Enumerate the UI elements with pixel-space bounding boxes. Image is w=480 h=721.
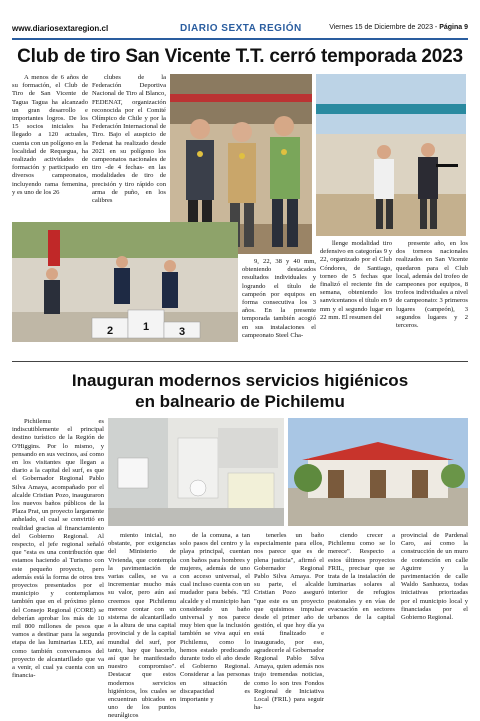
article2-col4: tenerles un baño especialmente para ellos, nos parece que es de plena justicia", afirmó el Gobernador Regional Pablo Silva Amaya. Por su parte, el alcalde Cristian Pozo aseguró "que este es un proyecto que quisimos impulsar desde el primer año de gestión, el que hoy día ya está finalizado e inaugurado, por eso, agradecerle al Gobernador Regional Pablo Silva Amaya, quien además nos trajo tremendas noticias, como lo son tres Fondos Regional de Iniciativa Local (FRIL) para seguir ha- [254, 532, 324, 712]
article2-title-line2: en balneario de Pichilemu [135, 392, 345, 411]
header-url: www.diariosextaregion.cl [12, 24, 109, 33]
article1-col2: clubes de la Federación Deportiva Nacional de Tiro al Blanco, FEDENAT, organización reconocida por el Comité Olímpico de Chile y por la Federación Internacional de Tiro. Bajo el auspicio de Fedenat ha realizado desde 2021 en su polígono los campeonatos nacionales de tiro -de 4 fechas- en las modalidades de tiro de precisión y tiro rápido con arma de puño, en los calibres [92, 74, 166, 205]
section-divider [12, 361, 468, 362]
article2-col5: ciendo crecer a Pichilemu como se lo merece". Respecto a estos últimos proyectos FRIL, precisar que se trata de la instalación de luminarias solares al interior de refugios peatonales y en vías de evacuación en sectores urbanos de la capital provincial de Pardenal Caro, así como la construcción de un muro de contención en calle Aguirre y la pavimentación de calle Waldo Sanhueza, todas iniciativas priorizadas por el municipio local y financiadas por el Gobierno Regional. [328, 532, 468, 622]
article1-col1: A menos de 6 años de su formación, el Club de Tiro de San Vicente de Tagua Tagua ha alcanzado un gran desarrollo e importantes logros. De los 15 socios iniciales ha llegado a 120 actuales, cuenta con un polígono en la localidad de Requegua, ha realizado actividades de formación y participado en diversos campeonatos, incluyendo rama femenina, y es uno de los 26 [12, 74, 88, 196]
podium-label-1: 1 [142, 321, 150, 333]
article1-title: Club de tiro San Vicente T.T. cerró temporada 2023 [17, 46, 463, 67]
article2-col2: miento inicial, no obstante, por exigencias del Ministerio de Vivienda, que contempla la pavimentación de varias calles, se va a incrementar mucho más su valor, pero aún así creemos que Pichilemu merece contar con un sistema de alcantarillado a la altura de una capital provincial y de la capital mundial del surf, por tanto, hay que hacerlo, así que he manifestado nuestro compromiso". Destacar que estos modernos servicios higiénicos, los cuales se encuentran ubicados en uno de los puntos neurálgicos [108, 532, 176, 720]
podium-photo [12, 222, 238, 342]
shooting-range-photo [316, 74, 466, 236]
header-paper-name: DIARIO SEXTA REGIÓN [180, 23, 302, 34]
header-page-label: Página 9 [439, 24, 468, 31]
article2-title [12, 370, 468, 412]
podium-label-2: 2 [106, 325, 114, 337]
article2-col1: Pichilemu es indiscutiblemente el principal destino turístico de la Región de O'Higgins. Por lo mismo, y pensando en sus vecinos, así como en los visitantes que llegan a diario a la capital del surf, es que el Gobernador Regional Pablo Silva Amaya, acompañado por el alcalde Cristian Pozo, inauguraron los nuevos baños públicos de la Plaza Prat, un proyecto largamente anhelado, el cual se convirtió en realidad gracias al financiamiento del Gobierno Regional. Al respecto, el jefe regional señaló que "esta es una contribución que estamos haciendo al Turismo con este pequeño proyecto, pero además está la forma de otros tres proyectos presentados por el municipio y contemplamos también que en el próximo pleno del Consejo Regional (CORE) se deberían aprobar los más de 10 mil 800 millones de pesos que vamos a destinar para la segunda etapa de las luminarias LED, así como también conversamos del proyecto de alcantarillado que va a venir, el cual ya cuenta con un financia- [12, 418, 104, 680]
restroom-interior-photo [108, 418, 284, 526]
podium-label-3: 3 [178, 326, 186, 338]
page-header [12, 24, 468, 38]
restroom-building-photo [288, 418, 468, 526]
article2-title-line1: Inauguran modernos servicios higiénicos [71, 371, 409, 390]
article2-col3: de la comuna, a tan solo pasos del centro y la playa principal, cuentan con baños para hombres y mujeres, además de uno con acceso universal, el cual incluso cuenta con un mudador para bebés. "El alcalde y el municipio han considerado un baño universal y nos parece muy bien que la inclusión también se viva aquí en Pichilemu, como lo hemos estado predicando durante todo el año desde el Gobierno Regional. Considerar a las personas en situación de discapacidad es importante y [180, 532, 250, 704]
article1-col3: 9, 22, 38 y 40 mm, obteniendo destacados resultados individuales y logrando el título de campeón por equipos en forma consecutiva los 3 años. En la presente temporada también acogió en sus instalaciones el campeonato Steel Cha- [242, 258, 316, 339]
article1-col5: presente año, en los dos torneos nacionales realizados en San Vicente quedaron para el Club local, además del trofeo de campeones por equipos, 8 trofeos individuales a nivel de campeonato: 3 primeros lugares (campeón), 3 segundos lugares y 2 terceros. [396, 240, 468, 330]
header-date-page: Viernes 15 de Diciembre de 2023 - Página 9 [329, 24, 468, 31]
article1-col4: llenge modalidad tiro defensivo en categorías 9 y 22, organizado por el Club Cóndores, de Santiago, torneo de 5 fechas que finalizó el reciente fin de semana, obteniendo los sanvicentanos el título en 9 mm y el segundo lugar en 22 mm. El resumen del [320, 240, 392, 321]
header-date: Viernes 15 de Diciembre de 2023 [329, 24, 433, 31]
header-rule [12, 38, 468, 40]
